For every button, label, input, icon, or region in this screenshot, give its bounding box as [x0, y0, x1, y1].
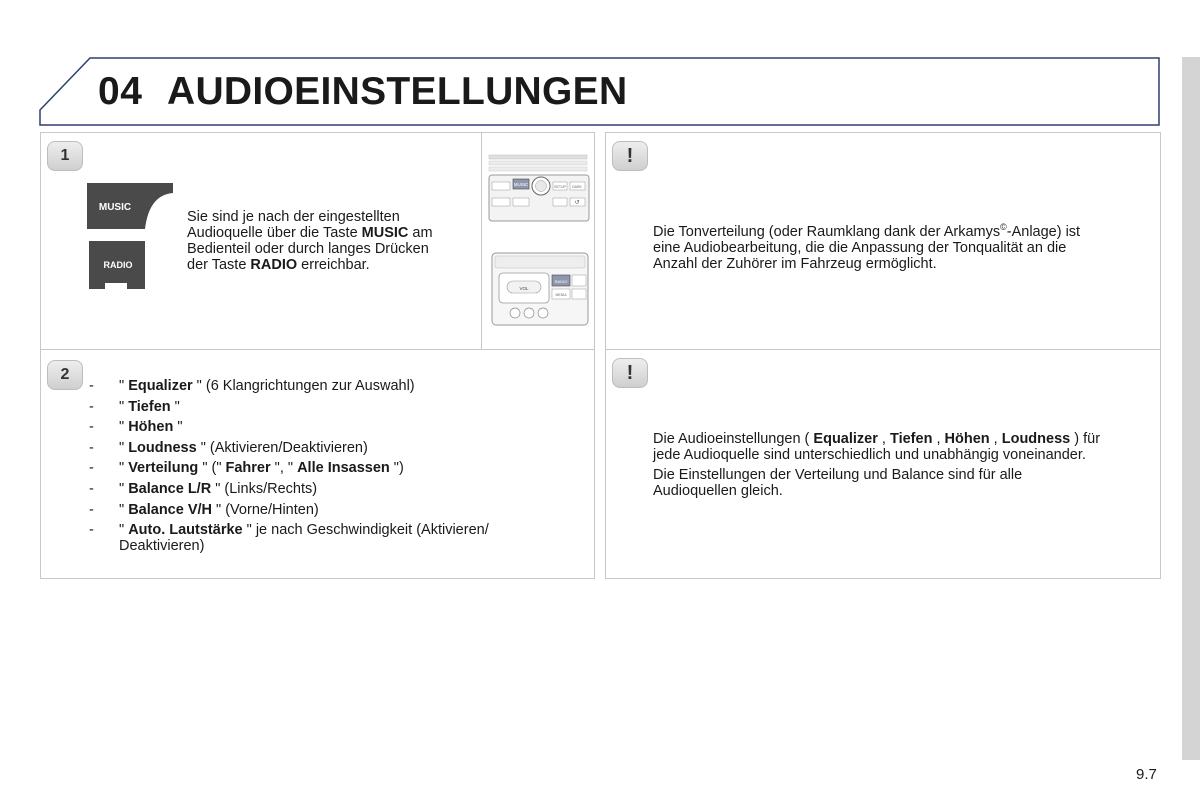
step-2-panel	[40, 349, 595, 579]
list-item-auto-lautstaerke: - " Auto. Lautstärke " je nach Geschwindigkeit (Aktivieren/ Deaktivieren)	[89, 522, 489, 555]
device-top-music-label: MUSIC	[513, 182, 529, 187]
svg-text:↺: ↺	[574, 199, 580, 206]
note-2-text	[653, 431, 1153, 499]
step-1-line-2: Audioquelle über die Taste MUSIC am	[187, 225, 433, 241]
device-panel-bottom-illustration	[491, 251, 591, 327]
device-bottom-vol-label: VOL	[519, 286, 529, 291]
step-1-line-4: der Taste RADIO erreichbar.	[187, 257, 370, 273]
device-bottom-media-label: MEDIA	[555, 293, 567, 297]
music-key-label: MUSIC	[98, 202, 132, 213]
list-item-tiefen: - " Tiefen "	[89, 398, 180, 415]
list-item-balance-vh: - " Balance V/H " (Vorne/Hinten)	[89, 501, 319, 518]
radio-key-label: RADIO	[103, 260, 133, 270]
page-number: 9.7	[1136, 766, 1157, 783]
device-panel-top-illustration	[487, 153, 591, 223]
step-1-text	[187, 209, 472, 273]
step-1-badge: 1	[47, 141, 83, 171]
note-2-para-1-line-1: Die Audioeinstellungen ( Equalizer , Tiefen , Höhen , Loudness ) für	[653, 431, 1101, 447]
side-tab-bar	[1182, 57, 1200, 760]
radio-term: RADIO	[250, 257, 298, 273]
step-1-line-3: Bedienteil oder durch langes Drücken	[187, 241, 429, 257]
list-item-balance-lr: - " Balance L/R " (Links/Rechts)	[89, 480, 318, 497]
copyright-mark: ©	[1000, 222, 1007, 232]
panel-divider	[481, 133, 482, 349]
music-key-icon	[87, 183, 173, 229]
list-item-verteilung: - " Verteilung " (" Fahrer ", " Alle Insassen ")	[89, 460, 404, 477]
note-2-para-2-line-1: Die Einstellungen der Verteilung und Balance sind für alle	[653, 467, 1023, 483]
note-2-para-2-line-2: Audioquellen gleich.	[653, 483, 783, 499]
audio-settings-list	[89, 378, 559, 559]
note-1-line-1: Die Tonverteilung (oder Raumklang dank der Arkamys©-Anlage) ist	[653, 222, 1081, 240]
list-item-hoehen: - " Höhen "	[89, 419, 183, 436]
note-1-line-2: eine Audiobearbeitung, die die Anpassung der Tonqualität an die	[653, 239, 1067, 256]
chapter-title: AUDIOEINSTELLUNGEN	[167, 70, 628, 113]
music-term: MUSIC	[361, 225, 409, 241]
warning-1-icon: !	[612, 141, 648, 171]
note-1-text	[653, 219, 1153, 272]
list-item-loudness: - " Loudness " (Aktivieren/Deaktivieren)	[89, 439, 368, 456]
chapter-number: 04	[98, 70, 143, 113]
step-1-panel	[40, 132, 595, 350]
note-2-panel	[605, 349, 1161, 579]
note-2-para-1-line-2: jede Audioquelle sind unterschiedlich und unabhängig voneinander.	[653, 447, 1086, 463]
list-item-equalizer: - " Equalizer " (6 Klangrichtungen zur Auswahl)	[89, 378, 415, 394]
step-2-badge: 2	[47, 360, 83, 390]
warning-2-icon: !	[612, 358, 648, 388]
radio-key-icon	[87, 241, 147, 289]
device-top-setup-label: SETUP	[554, 185, 566, 189]
device-top-dark-label: DARK	[572, 185, 582, 189]
device-bottom-radio-label: RADIO	[554, 279, 568, 284]
note-1-panel	[605, 132, 1161, 350]
note-1-line-3: Anzahl der Zuhörer im Fahrzeug ermöglicht.	[653, 255, 937, 272]
step-1-line-1: Sie sind je nach der eingestellten	[187, 209, 400, 225]
